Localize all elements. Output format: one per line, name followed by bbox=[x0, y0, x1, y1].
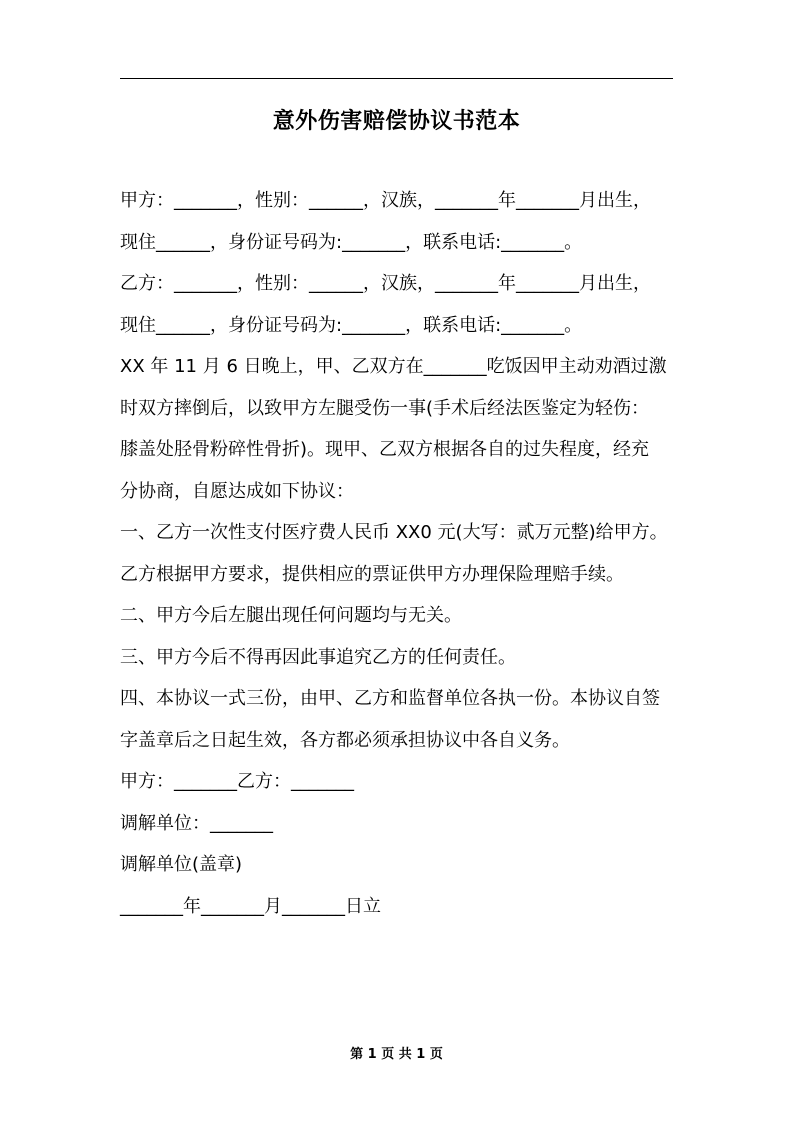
body-line: 现住______，身份证号码为:_______，联系电话:_______。 bbox=[120, 231, 583, 253]
document-body bbox=[120, 185, 680, 932]
body-line: 甲方：_______乙方：_______ bbox=[120, 771, 354, 792]
body-line: 一、乙方一次性支付医疗费人民币 XX0 元(大写：贰万元整)给甲方。 bbox=[120, 522, 668, 543]
body-line: 乙方根据甲方要求，提供相应的票证供甲方办理保险理赔手续。 bbox=[120, 563, 624, 585]
body-line: 字盖章后之日起生效，各方都必须承担协议中各自义务。 bbox=[120, 729, 570, 751]
document-title: 意外伤害赔偿协议书范本 bbox=[272, 109, 521, 134]
body-line: 膝盖处胫骨粉碎性骨折)。现甲、乙双方根据各自的过失程度，经充 bbox=[120, 439, 650, 460]
body-line: 调解单位(盖章) bbox=[120, 854, 243, 875]
body-line: 甲方：_______，性别：______，汉族，_______年_______月出生， bbox=[120, 190, 651, 211]
body-line: 三、甲方今后不得再因此事追究乙方的任何责任。 bbox=[120, 646, 516, 668]
page-number: 第 1 页 共 1 页 bbox=[350, 1047, 443, 1062]
body-line: 时双方摔倒后，以致甲方左腿受伤一事(手术后经法医鉴定为轻伤： bbox=[120, 397, 650, 419]
body-line: 四、本协议一式三份，由甲、乙方和监督单位各执一份。本协议自签 bbox=[120, 688, 660, 709]
header-rule bbox=[120, 78, 673, 79]
body-line: 乙方：_______，性别：______，汉族，_______年_______月出生， bbox=[120, 273, 651, 294]
body-line: _______年_______月_______日立 bbox=[120, 895, 381, 917]
body-line: 现住______，身份证号码为:_______，联系电话:_______。 bbox=[120, 314, 583, 336]
body-line: 分协商，自愿达成如下协议： bbox=[120, 480, 354, 502]
body-line: XX 年 11 月 6 日晚上，甲、乙双方在_______吃饭因甲主动劝酒过激 bbox=[120, 356, 667, 377]
body-line: 二、甲方今后左腿出现任何问题均与无关。 bbox=[120, 605, 462, 626]
body-line: 调解单位：_______ bbox=[120, 812, 273, 834]
